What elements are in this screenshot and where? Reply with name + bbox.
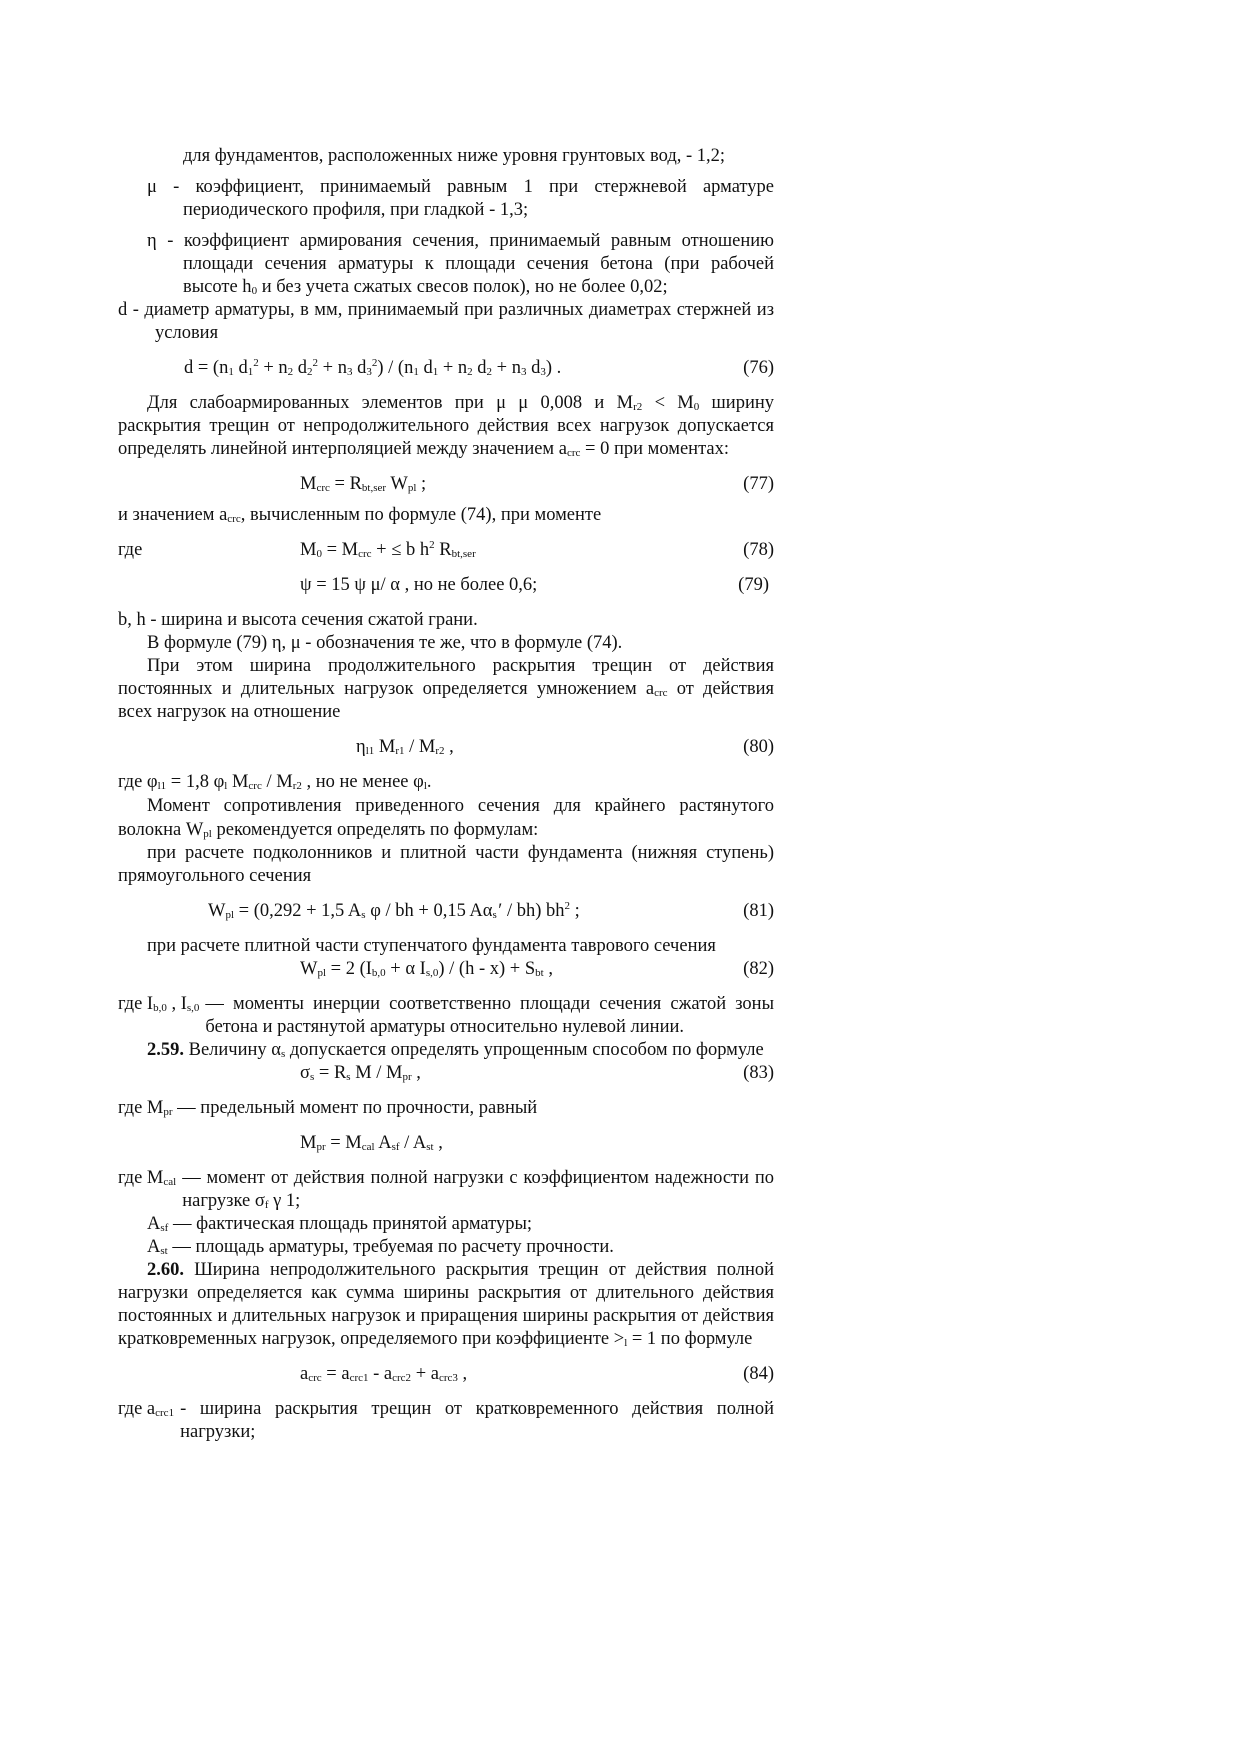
formula-82-expression: Wpl = 2 (Ib,0 + α Is,0) / (h - x) + Sbt , <box>300 959 553 979</box>
paragraph-2-60: 2.60. Ширина непродолжительного раскрытия трещин от действия полной нагрузки определяется как сумма ширины раскрытия от длительного действия постоянных и длительных нагрузок и приращения ширины раскрытия от действия кратковременных нагрузок, определяемого при коэффициенте >l = 1 по формуле <box>118 1260 774 1349</box>
formula-82-number: (82) <box>743 959 774 979</box>
formula-83 <box>118 1062 774 1085</box>
formula-84 <box>118 1363 774 1386</box>
formula-76-expression: d = (n1 $d1^2 + n2$ $d2^2 + n3$ $d3^2) / (n1$ d1 + n2 d2 + n3 d3) . <box>184 357 562 378</box>
list-item-d: d - диаметр арматуры, в мм, принимаемый при различных диаметрах стержней из условия <box>118 300 774 343</box>
formula-78-expression: M0 = Mcrc + ≤ b $h^2$ Rbt,ser <box>300 539 476 560</box>
formula-81-number: (81) <box>743 901 774 921</box>
definition-acrc1: где acrc1 - ширина раскрытия трещин от кратковременного действия полной нагрузки; <box>118 1399 774 1442</box>
formula-81-expression: Wpl = (0,292 + 1,5 As φ / bh + 0,15 Aαs ′ / bh) $bh^2$ ; <box>208 900 580 921</box>
paragraph-tee-section: при расчете плитной части ступенчатого фундамента таврового сечения <box>147 936 716 956</box>
definition-asf: Asf — фактическая площадь принятой арматуры; <box>147 1214 533 1234</box>
formula-mpr-expression: Mpr = Mcal Asf / Ast , <box>300 1133 443 1153</box>
formula-81 <box>118 900 774 923</box>
formula-78-where: где <box>118 540 143 560</box>
paragraph-b-h: b, h - ширина и высота сечения сжатой грани. <box>118 610 478 630</box>
formula-80 <box>118 736 774 759</box>
paragraph-and-value: и значением acrc, вычисленным по формуле (74), при моменте <box>118 505 602 525</box>
paragraph-2-59: 2.59. Величину αs допускается определять упрощенным способом по формуле <box>147 1040 764 1060</box>
formula-82 <box>118 958 774 981</box>
formula-77 <box>118 473 774 496</box>
formula-76 <box>118 357 774 380</box>
formula-78-number: (78) <box>743 540 774 560</box>
formula-78 <box>118 539 774 562</box>
formula-mpr <box>118 1132 774 1155</box>
formula-84-expression: acrc = acrc1 - acrc2 + acrc3 , <box>300 1364 468 1384</box>
formula-80-number: (80) <box>743 737 774 757</box>
list-item-groundwater: для фундаментов, расположенных ниже уровня грунтовых вод, - 1,2; <box>183 146 726 166</box>
list-item-mu: μ - коэффициент, принимаемый равным 1 при стержневой арматуре периодического профиля, при гладкой - 1,3; <box>147 177 774 220</box>
definition-mcal: где Mcal — момент от действия полной нагрузки с коэффициентом надежности по нагрузке σf γ 1; <box>118 1168 774 1211</box>
formula-79-expression: ψ = 15 ψ μ/ α , но не более 0,6; <box>300 575 538 595</box>
formula-77-number: (77) <box>743 474 774 494</box>
paragraph-ultimate-moment: где Mpr — предельный момент по прочности, равный <box>118 1098 538 1118</box>
definition-ast: Ast — площадь арматуры, требуемая по расчету прочности. <box>147 1237 614 1257</box>
formula-80-expression: ηl1 Mr1 / Mr2 , <box>356 737 454 757</box>
section-number-2-60: 2.60. <box>147 1260 184 1280</box>
formula-79-number: (79) <box>738 575 769 595</box>
formula-83-expression: σs = Rs M / Mpr , <box>300 1063 421 1083</box>
section-number-2-59: 2.59. <box>147 1040 184 1060</box>
formula-84-number: (84) <box>743 1364 774 1384</box>
formula-76-number: (76) <box>743 358 774 378</box>
definition-inertia-moments: где Ib,0 , Is,0 — моменты инерции соответственно площади сечения сжатой зоны бетона и растянутой арматуры относительно нулевой линии. <box>118 994 774 1037</box>
document-page <box>118 145 774 1444</box>
paragraph-phi: где φl1 = 1,8 φl Mcrc / Mr2 , но не менее φl. <box>118 772 432 792</box>
list-item-eta: η - коэффициент армирования сечения, принимаемый равным отношению площади сечения арматуры к площади сечения бетона (при рабочей высоте h0 и без учета сжатых свесов полок), но не более 0,02; <box>147 231 774 297</box>
formula-79 <box>118 574 774 597</box>
paragraph-long-opening: При этом ширина продолжительного раскрытия трещин от действия постоянных и длительных нагрузок определяется умножением acrc от действия всех нагрузок на отношение <box>118 656 774 722</box>
formula-83-number: (83) <box>743 1063 774 1083</box>
paragraph-weakly-reinforced: Для слабоармированных элементов при μ μ 0,008 и Mr2 < M0 ширину раскрытия трещин от непродолжительного действия всех нагрузок допускается определять линейной интерполяцией между значением acrc = 0 при моментах: <box>118 393 774 459</box>
paragraph-section-modulus: Момент сопротивления приведенного сечения для крайнего растянутого волокна Wpl рекомендуется определять по формулам: <box>118 796 774 840</box>
paragraph-rectangular-section: при расчете подколонников и плитной части фундамента (нижняя ступень) прямоугольного сечения <box>118 843 774 886</box>
formula-77-expression: Mcrc = Rbt,ser Wpl ; <box>300 474 427 494</box>
paragraph-formula-79-notation: В формуле (79) η, μ - обозначения те же, что в формуле (74). <box>147 633 623 653</box>
